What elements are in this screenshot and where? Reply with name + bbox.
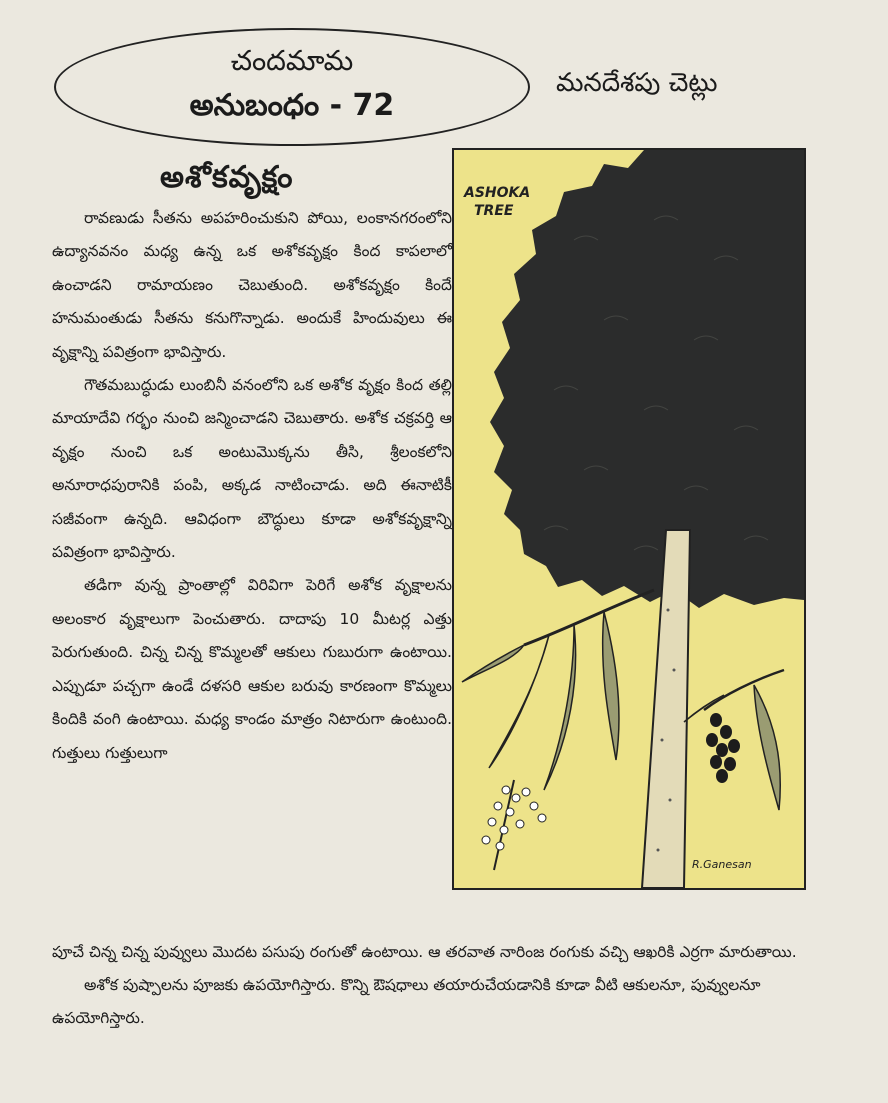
illustration-label	[464, 184, 530, 220]
leaf	[462, 645, 524, 682]
article-title: అశోకవృక్షం	[160, 160, 294, 195]
article-full-width	[52, 936, 812, 1035]
paragraph-ramayana: రావణుడు సీతను అపహరించుకుని పోయి, లంకానగరంలోని ఉద్యానవనం మధ్య ఉన్న ఒక అశోకవృక్షం కింద కాపలాలో ఉంచాడని రామాయణం చెబుతుంది. అశోకవృక్షం కిందే హనుమంతుడు సీతను కనుగొన్నాడు. అందుకే హిందువులు ఈ వృక్షాన్ని పవిత్రంగా భావిస్తారు.	[52, 209, 452, 361]
leaf	[489, 635, 549, 768]
supplement-oval-banner	[54, 28, 530, 146]
series-title: మనదేశపు చెట్లు	[556, 68, 718, 98]
artist-signature: R.Ganesan	[692, 858, 752, 871]
tree-canopy	[490, 150, 804, 608]
ashoka-tree-illustration	[452, 148, 806, 890]
supplement-number: అనుబంధం - 72	[189, 88, 395, 123]
paragraph-continued: పూచే చిన్న చిన్న పువ్వులు మొదట పసుపు రంగుతో ఉంటాయి. ఆ తరవాత నారింజ రంగుకు వచ్చి ఆఖరికి ఎర్రగా మారుతాయి.	[52, 943, 797, 961]
right-branch	[704, 670, 784, 710]
paragraph-description: తడిగా వున్న ప్రాంతాల్లో విరివిగా పెరిగే అశోక వృక్షాలను అలంకార వృక్షాలుగా పెంచుతారు. దాదాపు 10 మీటర్ల ఎత్తు పెరుగుతుంది. చిన్న చిన్న కొమ్మలతో ఆకులు గుబురుగా ఉంటాయి. ఎప్పుడూ పచ్చగా ఉండే దళసరి ఆకుల బరువు కారణంగా కొమ్మలు కిందికి వంగి ఉంటాయి. మధ్య కాండం మాత్రం నిటారుగా ఉంటుంది. గుత్తులు గుత్తులుగా	[52, 576, 452, 762]
label-ashoka: ASHOKA	[464, 185, 531, 201]
paragraph-buddha: గౌతమబుద్ధుడు లుంబినీ వనంలోని ఒక అశోక వృక్షం కింద తల్లి మాయాదేవి గర్భం నుంచి జన్మించాడని చెబుతారు. అశోక చక్రవర్తి ఆ వృక్షం నుంచి ఒక అంటుమొక్కను తీసి, శ్రీలంకలోని అనూరాధపురానికి పంపి, అక్కడ నాటించాడు. అది ఈనాటికీ సజీవంగా ఉన్నది. ఆవిధంగా బౌద్ధులు కూడా అశోకవృక్షాన్ని పవిత్రంగా భావిస్తారు.	[52, 376, 452, 562]
leaf	[603, 612, 619, 760]
tree-drawing	[454, 150, 804, 888]
paragraph-closing: అశోక పుష్పాలను పూజకు ఉపయోగిస్తారు. కొన్ని ఔషధాలు తయారుచేయడానికి కూడా వీటి ఆకులనూ, పువ్వులనూ ఉపయోగిస్తారు.	[52, 976, 761, 1027]
berry-cluster	[706, 713, 740, 783]
magazine-name: చందమామ	[230, 44, 354, 77]
left-branch	[524, 590, 654, 645]
leaf	[544, 625, 576, 790]
flower-cluster	[482, 786, 546, 850]
leaf	[754, 685, 780, 810]
label-tree: TREE	[474, 203, 514, 219]
article-column	[52, 202, 452, 770]
